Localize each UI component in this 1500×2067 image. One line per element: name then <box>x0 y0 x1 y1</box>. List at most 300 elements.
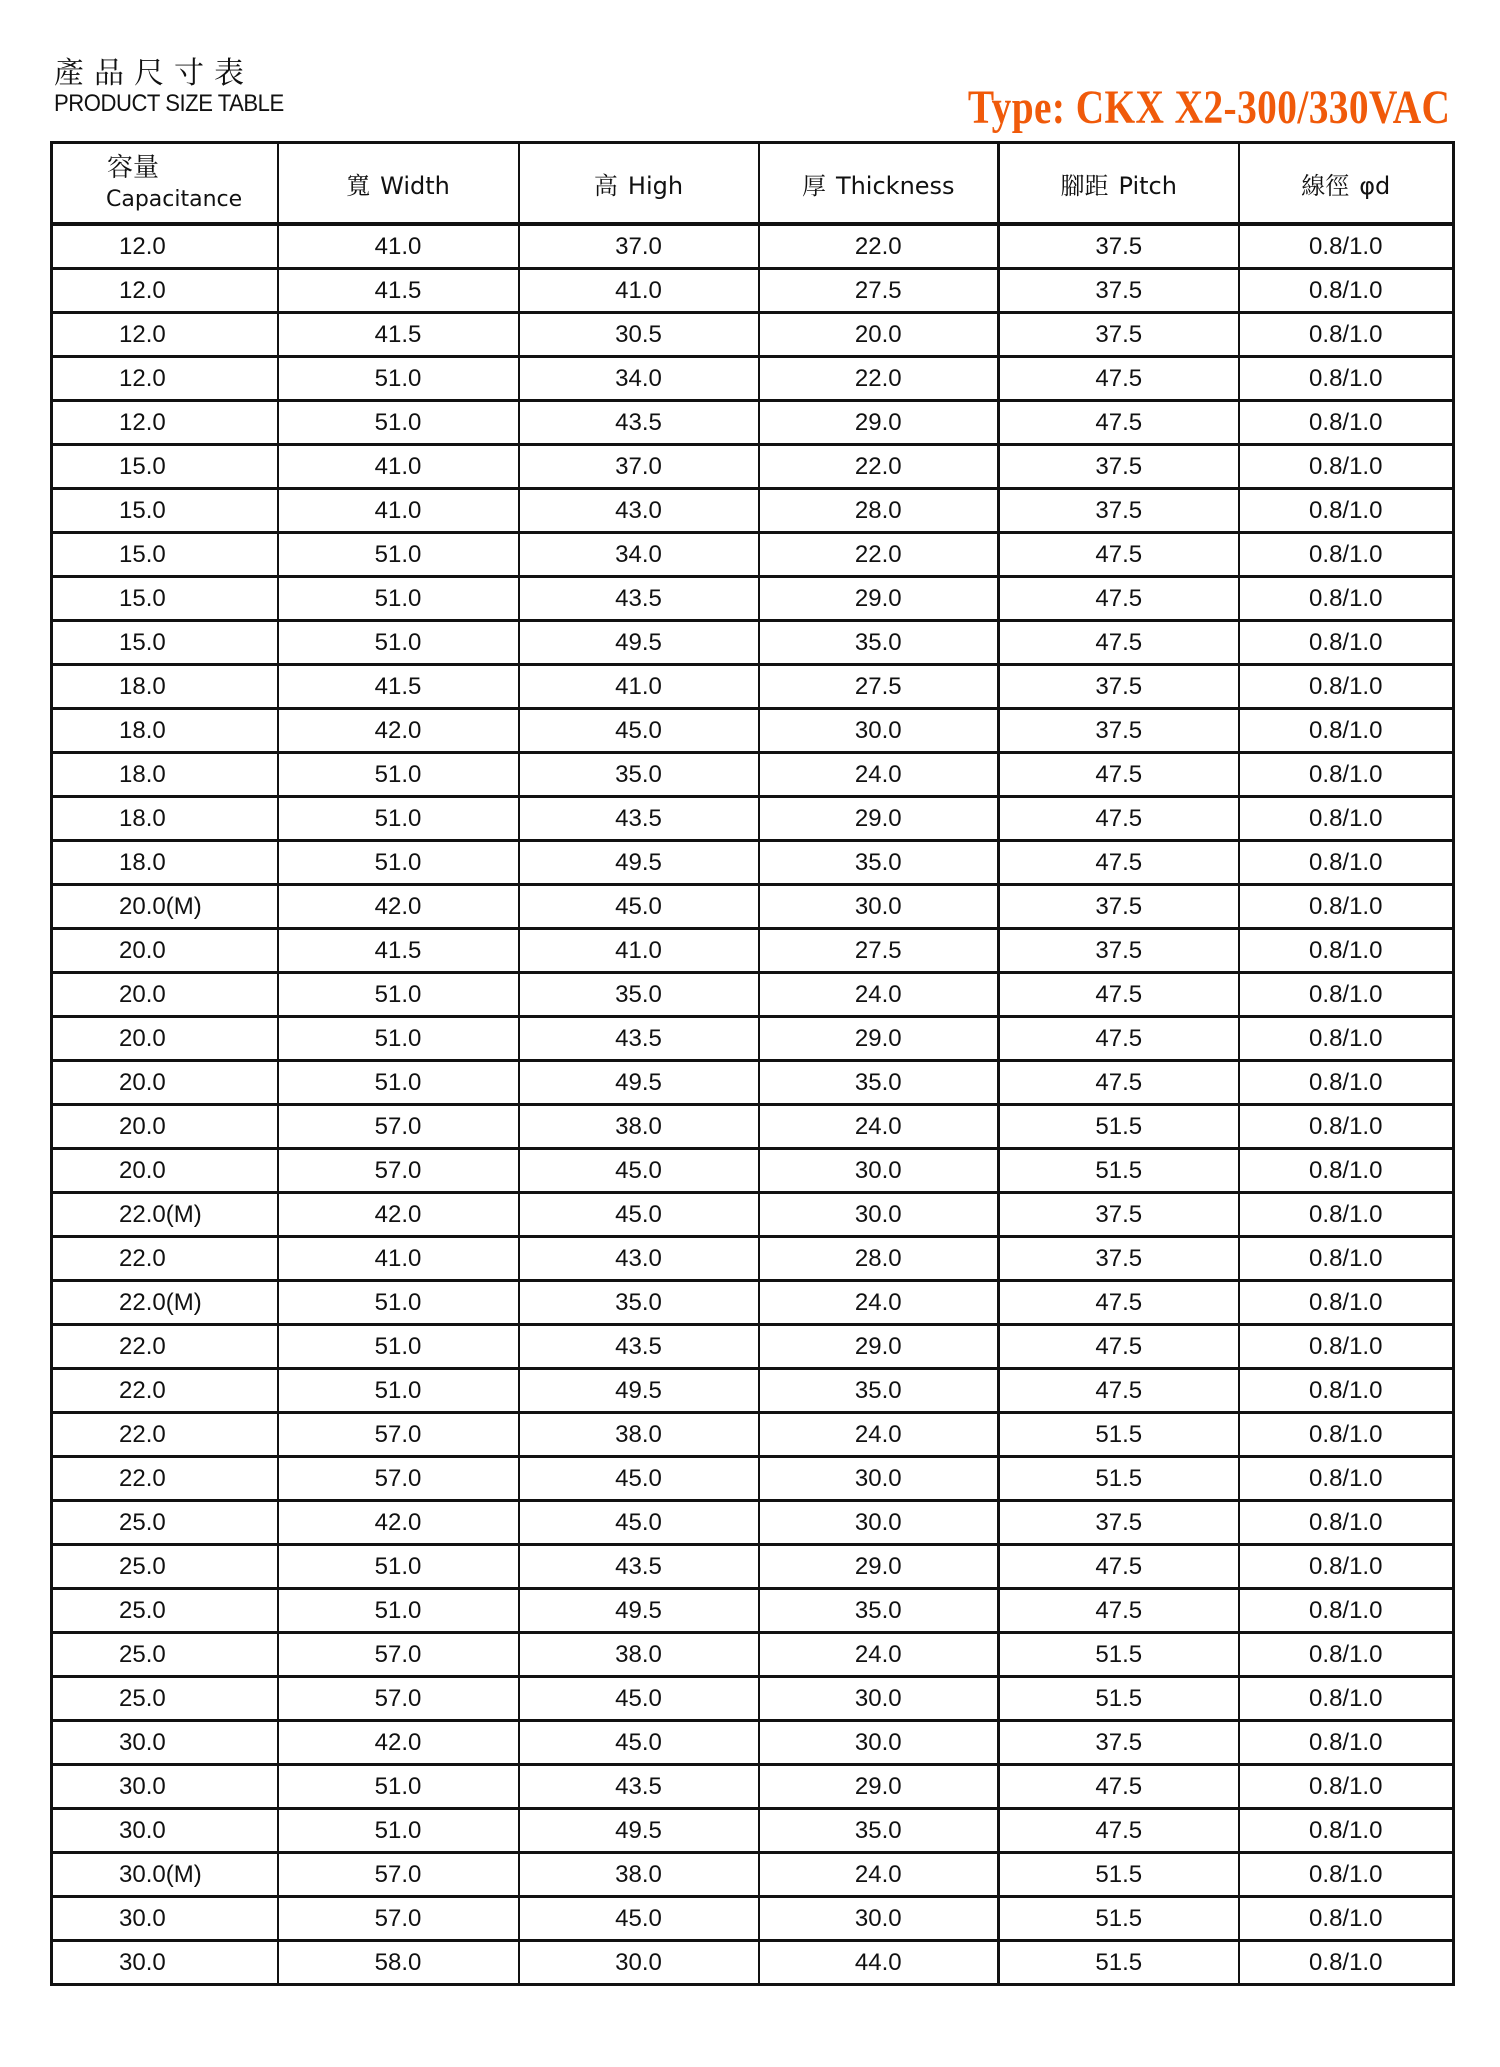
cell-width: 51.0 <box>278 1765 519 1809</box>
cell-pitch: 37.5 <box>999 224 1239 269</box>
cell-wire-diameter: 0.8/1.0 <box>1239 797 1454 841</box>
column-header-en: Thickness <box>835 171 955 200</box>
table-row <box>52 577 1454 621</box>
cell-capacitance: 12.0 <box>52 224 278 269</box>
cell-pitch: 37.5 <box>999 709 1239 753</box>
cell-thickness: 24.0 <box>759 1633 999 1677</box>
cell-thickness: 30.0 <box>759 885 999 929</box>
cell-capacitance: 18.0 <box>52 709 278 753</box>
cell-capacitance: 20.0 <box>52 973 278 1017</box>
cell-capacitance: 20.0 <box>52 1017 278 1061</box>
cell-width: 41.0 <box>278 445 519 489</box>
cell-wire-diameter: 0.8/1.0 <box>1239 1765 1454 1809</box>
cell-pitch: 51.5 <box>999 1457 1239 1501</box>
cell-thickness: 35.0 <box>759 621 999 665</box>
page-title-chinese: 產品尺寸表 <box>54 56 254 91</box>
cell-thickness: 30.0 <box>759 709 999 753</box>
column-header-zh: 厚 <box>801 171 826 200</box>
column-header-en: φd <box>1359 171 1391 200</box>
cell-capacitance: 12.0 <box>52 313 278 357</box>
cell-capacitance: 25.0 <box>52 1677 278 1721</box>
table-row <box>52 401 1454 445</box>
column-header-capacitance <box>52 143 278 225</box>
cell-width: 51.0 <box>278 1545 519 1589</box>
cell-pitch: 51.5 <box>999 1149 1239 1193</box>
cell-high: 49.5 <box>519 841 759 885</box>
cell-capacitance: 22.0(M) <box>52 1281 278 1325</box>
cell-width: 57.0 <box>278 1413 519 1457</box>
table-row <box>52 929 1454 973</box>
cell-width: 57.0 <box>278 1457 519 1501</box>
cell-width: 57.0 <box>278 1633 519 1677</box>
table-row <box>52 1105 1454 1149</box>
cell-width: 51.0 <box>278 621 519 665</box>
cell-pitch: 37.5 <box>999 445 1239 489</box>
cell-thickness: 35.0 <box>759 1809 999 1853</box>
cell-high: 43.5 <box>519 1765 759 1809</box>
product-type-label: Type: CKX X2-300/330VAC <box>967 81 1450 134</box>
cell-capacitance: 20.0 <box>52 929 278 973</box>
cell-high: 43.5 <box>519 1325 759 1369</box>
cell-high: 45.0 <box>519 885 759 929</box>
cell-wire-diameter: 0.8/1.0 <box>1239 929 1454 973</box>
column-header-en: High <box>627 171 684 200</box>
column-header-width <box>278 143 519 225</box>
cell-width: 42.0 <box>278 709 519 753</box>
cell-pitch: 47.5 <box>999 1281 1239 1325</box>
cell-pitch: 47.5 <box>999 973 1239 1017</box>
cell-wire-diameter: 0.8/1.0 <box>1239 1809 1454 1853</box>
cell-pitch: 47.5 <box>999 1017 1239 1061</box>
cell-thickness: 24.0 <box>759 1413 999 1457</box>
cell-high: 45.0 <box>519 1897 759 1941</box>
cell-wire-diameter: 0.8/1.0 <box>1239 1413 1454 1457</box>
table-row <box>52 1897 1454 1941</box>
cell-high: 45.0 <box>519 1193 759 1237</box>
table-row <box>52 1501 1454 1545</box>
cell-thickness: 44.0 <box>759 1941 999 1985</box>
table-row <box>52 1941 1454 1985</box>
cell-high: 30.0 <box>519 1941 759 1985</box>
cell-wire-diameter: 0.8/1.0 <box>1239 709 1454 753</box>
cell-capacitance: 20.0 <box>52 1105 278 1149</box>
cell-wire-diameter: 0.8/1.0 <box>1239 1633 1454 1677</box>
table-row <box>52 621 1454 665</box>
table-row <box>52 1017 1454 1061</box>
cell-thickness: 27.5 <box>759 929 999 973</box>
table-row <box>52 1281 1454 1325</box>
cell-width: 51.0 <box>278 1281 519 1325</box>
cell-capacitance: 20.0 <box>52 1061 278 1105</box>
cell-thickness: 24.0 <box>759 753 999 797</box>
cell-capacitance: 12.0 <box>52 357 278 401</box>
cell-pitch: 37.5 <box>999 1501 1239 1545</box>
cell-wire-diameter: 0.8/1.0 <box>1239 1853 1454 1897</box>
cell-thickness: 30.0 <box>759 1149 999 1193</box>
column-header-zh: 容量 <box>107 153 160 183</box>
table-row <box>52 1061 1454 1105</box>
cell-width: 41.5 <box>278 929 519 973</box>
cell-pitch: 47.5 <box>999 1369 1239 1413</box>
cell-pitch: 37.5 <box>999 885 1239 929</box>
cell-pitch: 51.5 <box>999 1897 1239 1941</box>
cell-width: 42.0 <box>278 885 519 929</box>
table-header-row <box>52 143 1454 225</box>
cell-wire-diameter: 0.8/1.0 <box>1239 1677 1454 1721</box>
cell-high: 45.0 <box>519 1677 759 1721</box>
page-title-english: PRODUCT SIZE TABLE <box>54 90 284 117</box>
cell-capacitance: 22.0 <box>52 1237 278 1281</box>
cell-thickness: 22.0 <box>759 224 999 269</box>
cell-wire-diameter: 0.8/1.0 <box>1239 533 1454 577</box>
cell-width: 57.0 <box>278 1149 519 1193</box>
cell-thickness: 30.0 <box>759 1897 999 1941</box>
cell-capacitance: 15.0 <box>52 621 278 665</box>
cell-high: 35.0 <box>519 1281 759 1325</box>
cell-width: 51.0 <box>278 797 519 841</box>
cell-thickness: 35.0 <box>759 1061 999 1105</box>
cell-thickness: 29.0 <box>759 1545 999 1589</box>
cell-width: 51.0 <box>278 577 519 621</box>
cell-pitch: 37.5 <box>999 1721 1239 1765</box>
cell-width: 51.0 <box>278 401 519 445</box>
cell-wire-diameter: 0.8/1.0 <box>1239 269 1454 313</box>
cell-thickness: 28.0 <box>759 489 999 533</box>
cell-wire-diameter: 0.8/1.0 <box>1239 1105 1454 1149</box>
cell-high: 49.5 <box>519 1061 759 1105</box>
table-row <box>52 313 1454 357</box>
column-header-zh: 高 <box>593 171 618 200</box>
cell-pitch: 47.5 <box>999 1809 1239 1853</box>
table-row <box>52 665 1454 709</box>
cell-wire-diameter: 0.8/1.0 <box>1239 577 1454 621</box>
column-header-zh: 腳距 <box>1060 171 1109 200</box>
table-row <box>52 1633 1454 1677</box>
table-row <box>52 1853 1454 1897</box>
table-row <box>52 1413 1454 1457</box>
cell-thickness: 24.0 <box>759 1853 999 1897</box>
cell-high: 43.5 <box>519 1545 759 1589</box>
cell-pitch: 47.5 <box>999 401 1239 445</box>
cell-capacitance: 15.0 <box>52 577 278 621</box>
cell-capacitance: 18.0 <box>52 841 278 885</box>
table-row <box>52 753 1454 797</box>
cell-pitch: 37.5 <box>999 269 1239 313</box>
table-row <box>52 1237 1454 1281</box>
cell-capacitance: 30.0 <box>52 1941 278 1985</box>
table-row <box>52 1765 1454 1809</box>
cell-wire-diameter: 0.8/1.0 <box>1239 445 1454 489</box>
cell-thickness: 24.0 <box>759 973 999 1017</box>
cell-high: 43.5 <box>519 401 759 445</box>
cell-wire-diameter: 0.8/1.0 <box>1239 1149 1454 1193</box>
table-body <box>52 224 1454 1985</box>
table-row <box>52 1809 1454 1853</box>
cell-high: 49.5 <box>519 1809 759 1853</box>
cell-wire-diameter: 0.8/1.0 <box>1239 1325 1454 1369</box>
table-row <box>52 533 1454 577</box>
cell-capacitance: 15.0 <box>52 533 278 577</box>
cell-thickness: 22.0 <box>759 533 999 577</box>
cell-wire-diameter: 0.8/1.0 <box>1239 621 1454 665</box>
cell-wire-diameter: 0.8/1.0 <box>1239 1061 1454 1105</box>
cell-width: 41.5 <box>278 269 519 313</box>
table-row <box>52 1369 1454 1413</box>
cell-pitch: 51.5 <box>999 1105 1239 1149</box>
cell-high: 38.0 <box>519 1853 759 1897</box>
column-header-zh: 線徑 <box>1301 171 1350 200</box>
cell-thickness: 29.0 <box>759 401 999 445</box>
cell-pitch: 37.5 <box>999 665 1239 709</box>
cell-wire-diameter: 0.8/1.0 <box>1239 841 1454 885</box>
cell-wire-diameter: 0.8/1.0 <box>1239 973 1454 1017</box>
cell-high: 38.0 <box>519 1105 759 1149</box>
cell-capacitance: 25.0 <box>52 1633 278 1677</box>
cell-capacitance: 30.0 <box>52 1809 278 1853</box>
cell-high: 38.0 <box>519 1633 759 1677</box>
table-row <box>52 841 1454 885</box>
cell-wire-diameter: 0.8/1.0 <box>1239 1369 1454 1413</box>
cell-high: 38.0 <box>519 1413 759 1457</box>
cell-capacitance: 30.0(M) <box>52 1853 278 1897</box>
cell-high: 43.5 <box>519 577 759 621</box>
cell-thickness: 30.0 <box>759 1193 999 1237</box>
cell-capacitance: 25.0 <box>52 1545 278 1589</box>
cell-high: 43.0 <box>519 1237 759 1281</box>
cell-thickness: 27.5 <box>759 269 999 313</box>
cell-wire-diameter: 0.8/1.0 <box>1239 753 1454 797</box>
cell-width: 51.0 <box>278 753 519 797</box>
column-header-high <box>519 143 759 225</box>
cell-high: 41.0 <box>519 269 759 313</box>
cell-width: 42.0 <box>278 1501 519 1545</box>
table-row <box>52 1589 1454 1633</box>
cell-pitch: 47.5 <box>999 753 1239 797</box>
cell-capacitance: 22.0 <box>52 1457 278 1501</box>
cell-pitch: 37.5 <box>999 929 1239 973</box>
cell-wire-diameter: 0.8/1.0 <box>1239 1237 1454 1281</box>
cell-capacitance: 18.0 <box>52 753 278 797</box>
cell-width: 51.0 <box>278 973 519 1017</box>
cell-thickness: 30.0 <box>759 1677 999 1721</box>
cell-thickness: 29.0 <box>759 577 999 621</box>
cell-pitch: 51.5 <box>999 1633 1239 1677</box>
cell-pitch: 47.5 <box>999 577 1239 621</box>
table-row <box>52 1325 1454 1369</box>
cell-wire-diameter: 0.8/1.0 <box>1239 401 1454 445</box>
table-row <box>52 885 1454 929</box>
cell-wire-diameter: 0.8/1.0 <box>1239 885 1454 929</box>
cell-pitch: 47.5 <box>999 1325 1239 1369</box>
cell-width: 42.0 <box>278 1721 519 1765</box>
table-row <box>52 1149 1454 1193</box>
column-header-en: Width <box>380 171 450 200</box>
cell-pitch: 47.5 <box>999 841 1239 885</box>
cell-wire-diameter: 0.8/1.0 <box>1239 1017 1454 1061</box>
cell-width: 57.0 <box>278 1677 519 1721</box>
cell-pitch: 47.5 <box>999 1589 1239 1633</box>
cell-capacitance: 12.0 <box>52 401 278 445</box>
cell-thickness: 22.0 <box>759 357 999 401</box>
cell-width: 41.5 <box>278 313 519 357</box>
cell-capacitance: 30.0 <box>52 1897 278 1941</box>
cell-pitch: 37.5 <box>999 1237 1239 1281</box>
cell-capacitance: 30.0 <box>52 1721 278 1765</box>
cell-high: 30.5 <box>519 313 759 357</box>
cell-thickness: 30.0 <box>759 1457 999 1501</box>
cell-width: 51.0 <box>278 1325 519 1369</box>
column-header-thickness <box>759 143 999 225</box>
cell-high: 49.5 <box>519 1369 759 1413</box>
table-row <box>52 1545 1454 1589</box>
column-header-pitch <box>999 143 1239 225</box>
cell-thickness: 27.5 <box>759 665 999 709</box>
cell-pitch: 47.5 <box>999 1061 1239 1105</box>
cell-high: 35.0 <box>519 753 759 797</box>
cell-capacitance: 30.0 <box>52 1765 278 1809</box>
cell-capacitance: 20.0 <box>52 1149 278 1193</box>
cell-high: 43.0 <box>519 489 759 533</box>
column-header-en: Capacitance <box>106 187 243 212</box>
table-row <box>52 224 1454 269</box>
cell-pitch: 47.5 <box>999 533 1239 577</box>
cell-width: 51.0 <box>278 1061 519 1105</box>
cell-wire-diameter: 0.8/1.0 <box>1239 1281 1454 1325</box>
table-row <box>52 1457 1454 1501</box>
cell-thickness: 35.0 <box>759 1589 999 1633</box>
cell-thickness: 22.0 <box>759 445 999 489</box>
cell-thickness: 20.0 <box>759 313 999 357</box>
cell-high: 35.0 <box>519 973 759 1017</box>
table-row <box>52 1677 1454 1721</box>
column-header-wire-diameter <box>1239 143 1454 225</box>
cell-capacitance: 15.0 <box>52 489 278 533</box>
cell-high: 37.0 <box>519 445 759 489</box>
cell-pitch: 47.5 <box>999 357 1239 401</box>
cell-thickness: 29.0 <box>759 1765 999 1809</box>
cell-wire-diameter: 0.8/1.0 <box>1239 1721 1454 1765</box>
column-header-zh: 寬 <box>346 171 371 200</box>
cell-high: 37.0 <box>519 224 759 269</box>
cell-width: 57.0 <box>278 1897 519 1941</box>
cell-high: 49.5 <box>519 621 759 665</box>
cell-thickness: 30.0 <box>759 1501 999 1545</box>
table-row <box>52 1721 1454 1765</box>
cell-width: 41.5 <box>278 665 519 709</box>
cell-pitch: 47.5 <box>999 797 1239 841</box>
cell-pitch: 51.5 <box>999 1853 1239 1897</box>
cell-thickness: 30.0 <box>759 1721 999 1765</box>
cell-thickness: 29.0 <box>759 1325 999 1369</box>
table-row <box>52 357 1454 401</box>
cell-width: 42.0 <box>278 1193 519 1237</box>
cell-capacitance: 22.0(M) <box>52 1193 278 1237</box>
cell-pitch: 51.5 <box>999 1941 1239 1985</box>
cell-pitch: 37.5 <box>999 1193 1239 1237</box>
table-row <box>52 973 1454 1017</box>
cell-high: 45.0 <box>519 1149 759 1193</box>
cell-high: 43.5 <box>519 1017 759 1061</box>
cell-width: 58.0 <box>278 1941 519 1985</box>
cell-width: 57.0 <box>278 1105 519 1149</box>
cell-high: 45.0 <box>519 709 759 753</box>
table-row <box>52 709 1454 753</box>
cell-width: 51.0 <box>278 357 519 401</box>
cell-wire-diameter: 0.8/1.0 <box>1239 1193 1454 1237</box>
cell-thickness: 29.0 <box>759 1017 999 1061</box>
column-header-en: Pitch <box>1118 171 1177 200</box>
cell-high: 41.0 <box>519 665 759 709</box>
cell-high: 34.0 <box>519 357 759 401</box>
cell-width: 51.0 <box>278 1017 519 1061</box>
cell-high: 49.5 <box>519 1589 759 1633</box>
cell-thickness: 24.0 <box>759 1281 999 1325</box>
table-row <box>52 445 1454 489</box>
cell-high: 34.0 <box>519 533 759 577</box>
table-row <box>52 1193 1454 1237</box>
cell-wire-diameter: 0.8/1.0 <box>1239 1501 1454 1545</box>
table-row <box>52 269 1454 313</box>
cell-width: 51.0 <box>278 1809 519 1853</box>
cell-pitch: 47.5 <box>999 1765 1239 1809</box>
cell-thickness: 35.0 <box>759 1369 999 1413</box>
table-row <box>52 797 1454 841</box>
cell-thickness: 35.0 <box>759 841 999 885</box>
cell-thickness: 24.0 <box>759 1105 999 1149</box>
cell-high: 45.0 <box>519 1457 759 1501</box>
table-row <box>52 489 1454 533</box>
cell-pitch: 37.5 <box>999 489 1239 533</box>
cell-capacitance: 22.0 <box>52 1413 278 1457</box>
cell-high: 45.0 <box>519 1501 759 1545</box>
cell-pitch: 51.5 <box>999 1677 1239 1721</box>
cell-capacitance: 12.0 <box>52 269 278 313</box>
cell-capacitance: 20.0(M) <box>52 885 278 929</box>
cell-capacitance: 15.0 <box>52 445 278 489</box>
cell-capacitance: 18.0 <box>52 665 278 709</box>
cell-thickness: 28.0 <box>759 1237 999 1281</box>
cell-wire-diameter: 0.8/1.0 <box>1239 357 1454 401</box>
cell-pitch: 47.5 <box>999 1545 1239 1589</box>
cell-capacitance: 22.0 <box>52 1369 278 1413</box>
cell-width: 51.0 <box>278 533 519 577</box>
cell-high: 45.0 <box>519 1721 759 1765</box>
cell-capacitance: 25.0 <box>52 1501 278 1545</box>
cell-wire-diameter: 0.8/1.0 <box>1239 1941 1454 1985</box>
cell-wire-diameter: 0.8/1.0 <box>1239 1545 1454 1589</box>
cell-width: 51.0 <box>278 841 519 885</box>
cell-high: 43.5 <box>519 797 759 841</box>
cell-wire-diameter: 0.8/1.0 <box>1239 224 1454 269</box>
cell-thickness: 29.0 <box>759 797 999 841</box>
cell-capacitance: 25.0 <box>52 1589 278 1633</box>
cell-capacitance: 18.0 <box>52 797 278 841</box>
cell-pitch: 37.5 <box>999 313 1239 357</box>
cell-width: 41.0 <box>278 1237 519 1281</box>
cell-width: 51.0 <box>278 1369 519 1413</box>
cell-pitch: 51.5 <box>999 1413 1239 1457</box>
cell-high: 41.0 <box>519 929 759 973</box>
cell-wire-diameter: 0.8/1.0 <box>1239 1457 1454 1501</box>
cell-width: 41.0 <box>278 489 519 533</box>
cell-width: 41.0 <box>278 224 519 269</box>
cell-capacitance: 22.0 <box>52 1325 278 1369</box>
cell-width: 51.0 <box>278 1589 519 1633</box>
cell-wire-diameter: 0.8/1.0 <box>1239 313 1454 357</box>
cell-pitch: 47.5 <box>999 621 1239 665</box>
cell-wire-diameter: 0.8/1.0 <box>1239 489 1454 533</box>
cell-width: 57.0 <box>278 1853 519 1897</box>
